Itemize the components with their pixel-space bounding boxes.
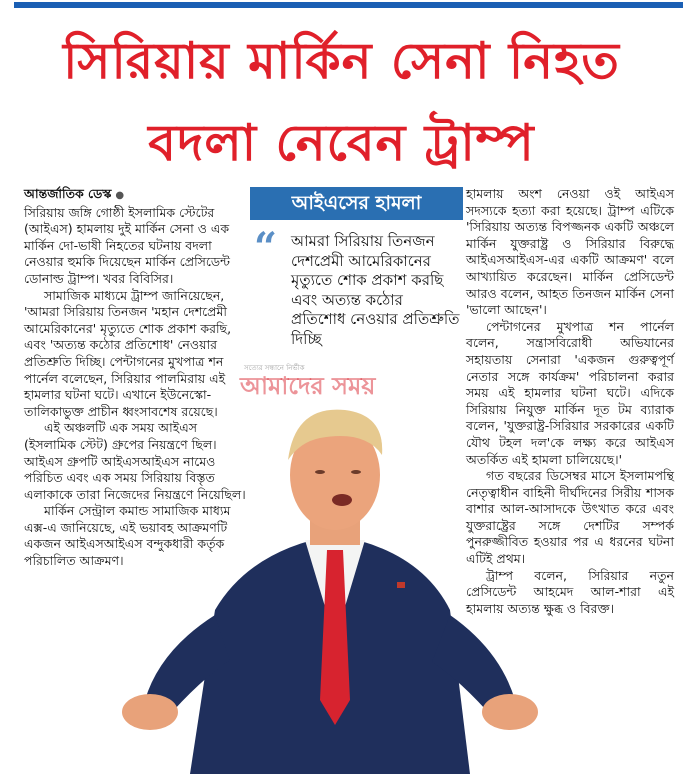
top-rule	[14, 2, 683, 8]
headline-line-1: সিরিয়ায় মার্কিন সেনা নিহত	[63, 32, 620, 90]
paragraph: সিরিয়ায় জঙ্গি গোষ্ঠী ইসলামিক স্টেটের (আইএস) হামলায় দুই মার্কিন সেনা ও এক মার্কিন দো-ভাষী নিহতের ঘটনায় বদলা নেওয়ার হুমকি দিয়েছেন মার্কিন প্রেসিডেন্ট ডোনাল্ড ট্রাম্প। খবর বিবিসির।	[24, 204, 230, 286]
dateline: আন্তর্জাতিক ডেস্ক	[24, 186, 112, 201]
watermark-tagline: সত্যের সন্ধানে নির্ভীক	[244, 364, 305, 372]
paragraph: ট্রাম্প বলেন, সিরিয়ার নতুন প্রেসিডেন্ট আহমেদ আল-শারা এই হামলায় অত্যন্ত ক্ষুব্ধ ও বিরক্ত।	[466, 567, 674, 616]
paragraph: সামাজিক মাধ্যমে ট্রাম্প জানিয়েছেন, 'আমরা সিরিয়ায় তিনজন 'মহান দেশপ্রেমী আমেরিকানের' মৃত্যুতে শোক প্রকাশ করছি, এবং 'অত্যন্ত কঠোর প্রতিশোধ' নেওয়ার প্রতিশ্রুতি দিচ্ছি। পেন্টাগনের মুখপাত্র শন পার্নেল বলেছেন, সিরিয়ার পালমিরায় এই হামলার ঘটনা ঘটে। এখানে ইউনেস্কো-তালিকাভুক্ত প্রাচীন ধ্বংসাবশেষ রয়েছে।	[24, 287, 232, 419]
news-photo-speaker	[120, 400, 540, 774]
photo-eye	[351, 470, 361, 474]
photo-right-hand	[482, 694, 538, 730]
watermark-text: আমাদের সময়	[240, 372, 376, 400]
headline-line-2: বদলা নেবেন ট্রাম্প	[148, 114, 535, 172]
paragraph: হামলায় অংশ নেওয়া ওই আইএস সদস্যকে হত্যা করা হয়েছে। ট্রাম্প এটিকে 'সিরিয়ায় অত্যন্ত বিপজ্জনক একটি অঞ্চলে মার্কিন যুক্তরাষ্ট্র ও সিরিয়ার বিরুদ্ধে আইএসআইএস-এর একটি আক্রমণ' বলে আখ্যায়িত করেছেন। মার্কিন প্রেসিডেন্ট আরও বলেন, আহত তিনজন মার্কিন সেনা 'ভালো আছেন'।	[466, 186, 674, 318]
paragraph: এই অঞ্চলটি এক সময় আইএস (ইসলামিক স্টেট) গ্রুপের নিয়ন্ত্রণে ছিল। আইএস গ্রুপটি আইএসআইএস নামেও পরিচিত এবং এক সময় সিরিয়ায় বিস্তৃত এলাকাকে তারা নিজেদের নিয়ন্ত্রণে নিয়েছিল।	[24, 420, 246, 502]
pull-quote-text: আমরা সিরিয়ায় তিনজন দেশপ্রেমী আমেরিকানের মৃত্যুতে শোক প্রকাশ করছি এবং অত্যন্ত কঠোর প্রতিশোধ নেওয়ার প্রতিশ্রুতি দিচ্ছি	[291, 232, 460, 348]
photo-left-hand	[122, 694, 178, 730]
sidebar-heading: আইএসের হামলা	[250, 187, 463, 220]
bullet-dot-icon: ●	[115, 190, 125, 201]
photo-eye	[315, 470, 325, 474]
paragraph: গত বছরের ডিসেম্বর মাসে ইসলামপন্থি নেতৃত্বাধীন বাহিনী দীর্ঘদিনের সিরীয় শাসক বাশার আল-আসাদকে উৎখাত করে এবং যুক্তরাষ্ট্রের সঙ্গে দেশটির সম্পর্ক পুনরুজ্জীবিত হওয়ার পর এ ধরনের ঘটনা এটিই প্রথম।	[466, 468, 674, 567]
photo-lapel-pin	[397, 582, 405, 588]
photo-mouth	[332, 494, 352, 506]
paragraph: পেন্টাগনের মুখপাত্র শন পার্নেল বলেন, সন্ত্রাসবিরোধী অভিযানের সহায়তায় সেনারা 'একজন গুরুত্বপূর্ণ নেতার সঙ্গে কার্যক্রম' পরিচালনা করার সময় এই হামলার ঘটনা ঘটে। এদিকে সিরিয়ায় নিযুক্ত মার্কিন দূত টম ব্যারাক বলেন, 'যুক্তরাষ্ট্র-সিরিয়ার সরকারের একটি যৌথ টহল দল'কে লক্ষ্য করে আইএস অতর্কিত এই হামলা চালিয়েছে।'	[466, 318, 674, 467]
quote-mark-icon: “	[254, 224, 278, 271]
paragraph: মার্কিন সেন্ট্রাল কমান্ড সামাজিক মাধ্যম এক্স-এ জানিয়েছে, এই ভয়াবহ আক্রমণটি একজন আইএসআইএস বন্দুকধারী কর্তৃক পরিচালিত আক্রমণ।	[24, 503, 231, 569]
